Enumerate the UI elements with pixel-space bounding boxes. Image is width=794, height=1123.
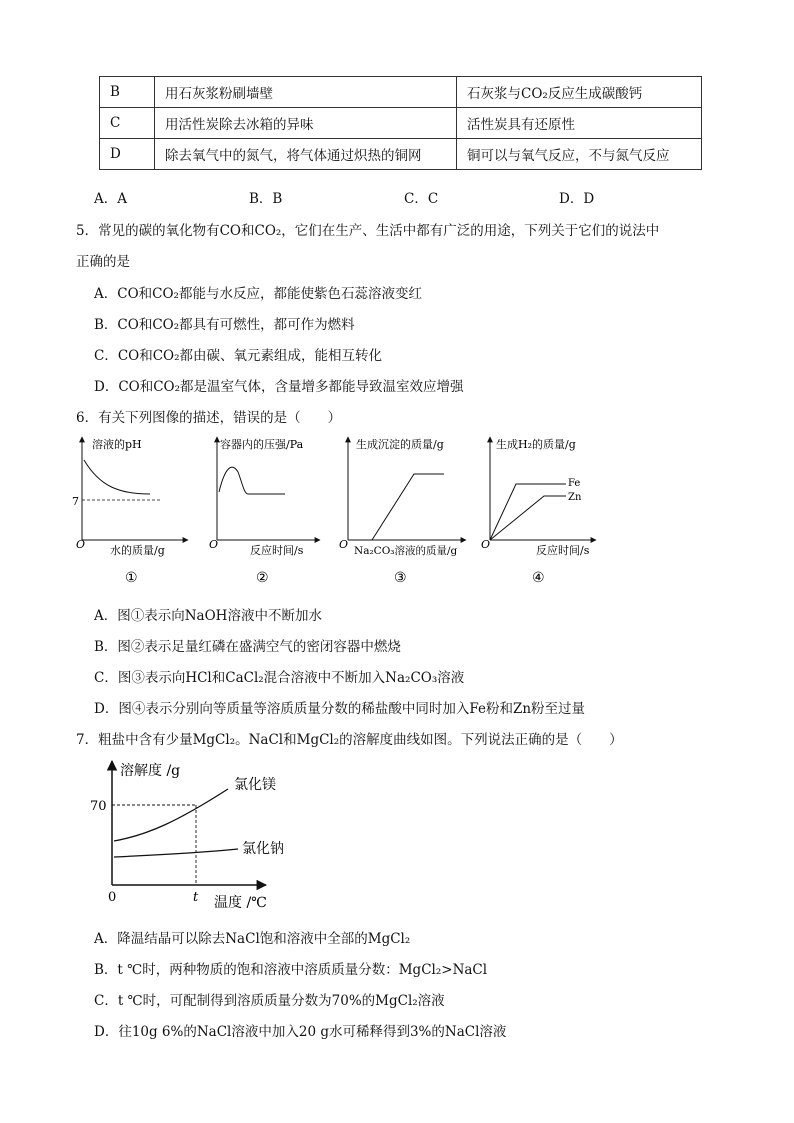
options-table bbox=[99, 76, 702, 170]
q7-option-a[interactable]: A．降温结晶可以除去NaCl饱和溶液中全部的MgCl₂ bbox=[94, 931, 411, 947]
graph4-origin: O bbox=[481, 538, 491, 551]
row-reason: 石灰浆与CO₂反应生成碳酸钙 bbox=[457, 77, 702, 108]
graph2-origin: O bbox=[209, 538, 219, 551]
mgcl2-label: 氯化镁 bbox=[234, 777, 276, 793]
zn-line bbox=[490, 496, 566, 540]
row-letter: D bbox=[100, 139, 155, 170]
graph2-xlabel: 反应时间/s bbox=[250, 544, 304, 557]
nacl-label: 氯化钠 bbox=[242, 841, 284, 857]
graph1-origin: O bbox=[76, 538, 86, 551]
q7-option-c[interactable]: C．t ℃时，可配制得到溶质质量分数为70%的MgCl₂溶液 bbox=[94, 993, 445, 1009]
graph2-curve bbox=[219, 467, 285, 494]
row-letter: B bbox=[100, 77, 155, 108]
q5-option-c[interactable]: C．CO和CO₂都由碳、氧元素组成，能相互转化 bbox=[94, 348, 383, 364]
choice-a[interactable]: A．A bbox=[94, 191, 127, 207]
graph-1 bbox=[72, 437, 188, 586]
graph3-xlabel: Na₂CO₃溶液的质量/g bbox=[354, 545, 458, 557]
q7-xlabel: 温度 /℃ bbox=[214, 895, 267, 911]
table-row bbox=[100, 77, 702, 108]
q5-stem-line2: 正确的是 bbox=[76, 254, 130, 270]
q6-option-b[interactable]: B．图②表示足量红磷在盛满空气的密闭容器中燃烧 bbox=[94, 639, 401, 655]
q5-option-d[interactable]: D．CO和CO₂都是温室气体，含量增多都能导致温室效应增强 bbox=[94, 379, 464, 395]
zn-label: Zn bbox=[568, 492, 582, 503]
row-letter: C bbox=[100, 108, 155, 139]
graph4-number: ④ bbox=[532, 570, 545, 586]
graph1-number: ① bbox=[125, 570, 138, 586]
row-reason: 铜可以与氧气反应，不与氮气反应 bbox=[457, 139, 702, 170]
graph3-origin: O bbox=[339, 538, 349, 551]
q6-option-d[interactable]: D．图④表示分别向等质量等溶质质量分数的稀盐酸中同时加入Fe粉和Zn粉至过量 bbox=[94, 701, 586, 717]
q5-option-a[interactable]: A．CO和CO₂都能与水反应，都能使紫色石蕊溶液变红 bbox=[94, 286, 422, 302]
graph4-xlabel: 反应时间/s bbox=[536, 544, 590, 557]
q7-origin: 0 bbox=[108, 890, 117, 905]
graph-4 bbox=[481, 437, 596, 586]
q7-option-d[interactable]: D．往10g 6%的NaCl溶液中加入20 g水可稀释得到3%的NaCl溶液 bbox=[94, 1024, 507, 1040]
fe-line bbox=[490, 484, 566, 540]
q6-option-a[interactable]: A．图①表示向NaOH溶液中不断加水 bbox=[94, 608, 322, 624]
graph3-ylabel: 生成沉淀的质量/g bbox=[356, 438, 444, 451]
graph-3 bbox=[339, 437, 466, 586]
q5-option-b[interactable]: B．CO和CO₂都具有可燃性，都可作为燃料 bbox=[94, 317, 355, 333]
graph2-number: ② bbox=[256, 570, 269, 586]
graph1-tick-7: 7 bbox=[72, 495, 79, 508]
row-reason: 活性炭具有还原性 bbox=[457, 108, 702, 139]
table-row bbox=[100, 108, 702, 139]
q7-option-b[interactable]: B．t ℃时，两种物质的饱和溶液中溶质质量分数：MgCl₂>NaCl bbox=[94, 962, 488, 978]
graph1-xlabel: 水的质量/g bbox=[110, 544, 165, 557]
fe-label: Fe bbox=[568, 478, 581, 489]
q7-stem: 7．粗盐中含有少量MgCl₂。NaCl和MgCl₂的溶解度曲线如图。下列说法正确的是（ ） bbox=[76, 732, 623, 748]
graph3-line bbox=[372, 474, 444, 540]
row-operation: 用活性炭除去冰箱的异味 bbox=[155, 108, 457, 139]
q6-option-c[interactable]: C．图③表示向HCl和CaCl₂混合溶液中不断加入Na₂CO₃溶液 bbox=[94, 670, 465, 686]
graph4-ylabel: 生成H₂的质量/g bbox=[496, 438, 576, 451]
graph1-ylabel: 溶液的pH bbox=[92, 438, 142, 451]
q7-solubility-graph bbox=[88, 755, 288, 915]
graph-2 bbox=[209, 437, 320, 586]
nacl-curve bbox=[114, 849, 238, 857]
row-operation: 用石灰浆粉刷墙壁 bbox=[155, 77, 457, 108]
q7-ytick-70: 70 bbox=[90, 799, 107, 814]
mgcl2-curve bbox=[114, 789, 228, 841]
choice-c[interactable]: C．C bbox=[404, 191, 439, 207]
table-row bbox=[100, 139, 702, 170]
choice-b[interactable]: B．B bbox=[249, 191, 283, 207]
q5-stem-line1: 5．常见的碳的氧化物有CO和CO₂，它们在生产、生活中都有广泛的用途，下列关于它们的说法中 bbox=[76, 223, 660, 239]
graph1-curve bbox=[84, 460, 150, 494]
graph2-ylabel: 容器内的压强/Pa bbox=[220, 438, 304, 451]
q6-graphs bbox=[70, 432, 610, 592]
graph3-number: ③ bbox=[394, 570, 407, 586]
row-operation: 除去氧气中的氮气，将气体通过炽热的铜网 bbox=[155, 139, 457, 170]
choice-d[interactable]: D．D bbox=[559, 191, 595, 207]
q6-stem: 6．有关下列图像的描述，错误的是（ ） bbox=[76, 410, 342, 426]
q7-ylabel: 溶解度 /g bbox=[120, 763, 181, 779]
q7-xtick-t: t bbox=[193, 890, 199, 905]
